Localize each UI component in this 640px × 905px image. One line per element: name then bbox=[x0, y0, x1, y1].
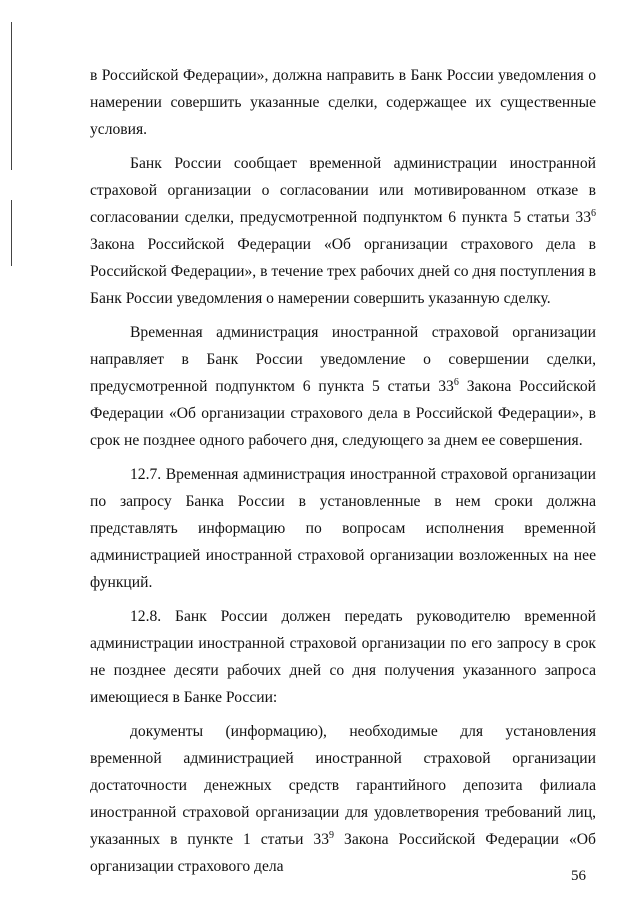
margin-rule-top bbox=[11, 22, 12, 170]
margin-rule-middle bbox=[11, 200, 12, 266]
paragraph-documents-text: документы (информацию), необходимые для установления временной администрацией иностранной страховой организации достаточности денежных средств гарантийного депозита филиала иностранной страховой организации для удовлетворения требований лиц, указанных в пункте 1 статьи 33 bbox=[90, 723, 596, 848]
paragraph-12-8: 12.8. Банк России должен передать руководителю временной администрации иностранной страховой организации по его запросу в срок не позднее десяти рабочих дней со дня получения указанного запроса имеющиеся в Банке России: bbox=[90, 608, 596, 706]
page-number: 56 bbox=[571, 868, 586, 884]
paragraph-documents-text-cont: Закона Российской Федерации «Об организации страхового дела bbox=[90, 831, 596, 875]
paragraph-2-text-cont: Закона Российской Федерации «Об организации страхового дела в Российской Федерации», в течение трех рабочих дней со дня поступления в Банк России уведомления о намерении совершить указанную сделку. bbox=[90, 236, 596, 307]
superscript-9: 9 bbox=[329, 830, 335, 841]
paragraph-3-text: Временная администрация иностранной страховой организации направляет в Банк России уведомление о совершении сделки, предусмотренной подпунктом 6 пункта 5 статьи 33 bbox=[90, 324, 596, 395]
document-body bbox=[90, 62, 596, 887]
paragraph-1: в Российской Федерации», должна направить в Банк России уведомления о намерении совершить указанные сделки, содержащее их существенные условия. bbox=[90, 67, 596, 138]
paragraph-3 bbox=[90, 319, 596, 454]
superscript-6: 6 bbox=[453, 377, 459, 388]
superscript-6: 6 bbox=[591, 208, 596, 219]
paragraph-2-text: Банк России сообщает временной администрации иностранной страховой организации о согласовании или мотивированном отказе в согласовании сделки, предусмотренной подпунктом 6 пункта 5 статьи 33 bbox=[90, 155, 596, 226]
paragraph-2 bbox=[90, 150, 596, 312]
paragraph-documents bbox=[90, 718, 596, 880]
paragraph-12-7: 12.7. Временная администрация иностранной страховой организации по запросу Банка России в установленные в нем сроки должна представлять информацию по вопросам исполнения временной администрацией иностранной страховой организации возложенных на нее функций. bbox=[90, 466, 596, 591]
paragraph-3-text-cont: Закона Российской Федерации «Об организации страхового дела в Российской Федерации», в срок не позднее одного рабочего дня, следующего за днем ее совершения. bbox=[90, 378, 596, 449]
